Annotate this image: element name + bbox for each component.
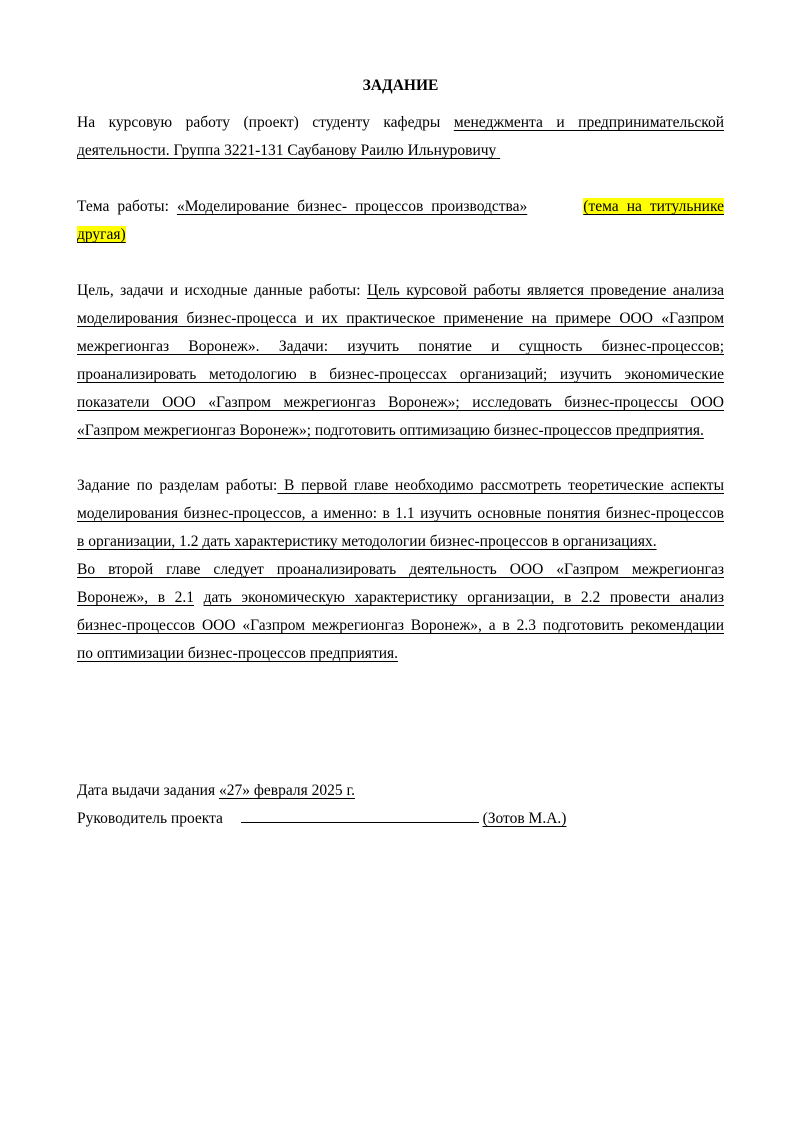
- sections-line-7: по оптимизации бизнес-процессов предприятия.: [77, 645, 399, 662]
- sections-line-6: бизнес-процессов ООО «Газпром межрегионгаз Воронеж», а в 2.3 подготовить рекомендации: [77, 617, 724, 634]
- topic-note: (тема на титульнике: [583, 198, 724, 215]
- sections-line-5: Воронеж», в 2.1 дать экономическую характеристику организации, в 2.2 провести анализ: [77, 589, 724, 606]
- intro-line-1: [77, 109, 724, 137]
- sections-line-2: моделирования бизнес-процессов, а именно: в 1.1 изучить основные понятия бизнес-процессов: [77, 505, 724, 522]
- goal-paragraph: [77, 277, 724, 445]
- supervisor-line: [77, 805, 724, 833]
- topic-value: «Моделирование бизнес- процессов производства»: [176, 198, 528, 215]
- sections-line-3: в организации, 1.2 дать характеристику методологии бизнес-процессов в организациях.: [77, 533, 657, 550]
- signature-blank: [241, 807, 479, 823]
- student-info: деятельности. Группа 3221-131 Саубанову Раилю Ильнуровичу: [77, 142, 497, 159]
- topic-line-2: [77, 221, 724, 249]
- topic-note-cont: другая): [77, 226, 126, 243]
- topic-paragraph: [77, 193, 724, 249]
- sections-line-1: Задание по разделам работы: В первой главе необходимо рассмотреть теоретические аспекты: [77, 477, 724, 494]
- topic-label: Тема работы:: [77, 198, 169, 215]
- intro-line-2: [77, 137, 724, 165]
- goal-line-6: «Газпром межрегионгаз Воронеж»; подготовить оптимизацию бизнес-процессов предприятия.: [77, 422, 704, 439]
- goal-label: Цель, задачи и исходные данные работы:: [77, 282, 361, 299]
- issue-date-value: «27» февраля 2025 г.: [218, 782, 355, 799]
- department-name: менеджмента и предпринимательской: [453, 114, 725, 131]
- issue-date-label: Дата выдачи задания: [77, 782, 216, 799]
- supervisor-name: (Зотов М.А.): [482, 810, 567, 827]
- topic-line-1: [77, 193, 724, 221]
- intro-paragraph: [77, 109, 724, 165]
- goal-line-3: межрегионгаз Воронеж». Задачи: изучить понятие и сущность бизнес-процессов;: [77, 338, 724, 355]
- goal-line-1: Цель, задачи и исходные данные работы: Цель курсовой работы является проведение анализа: [77, 282, 724, 299]
- goal-line-5: показатели ООО «Газпром межрегионгаз Воронеж»; исследовать бизнес-процессы ООО: [77, 394, 724, 411]
- goal-line-4: проанализировать методологию в бизнес-процессах организаций; изучить экономические: [77, 366, 724, 383]
- intro-label: На курсовую работу (проект) студенту кафедры: [77, 114, 441, 131]
- sections-line-4: Во второй главе следует проанализировать деятельность ООО «Газпром межрегионгаз: [77, 561, 724, 578]
- sections-label: Задание по разделам работы:: [77, 477, 278, 494]
- sections-paragraph: [77, 472, 724, 668]
- supervisor-label: Руководитель проекта: [77, 810, 223, 827]
- document-title: ЗАДАНИЕ: [362, 77, 439, 94]
- goal-line-2: моделирования бизнес-процесса и их практическое применение на примере ООО «Газпром: [77, 310, 724, 327]
- issue-date-line: [77, 777, 724, 805]
